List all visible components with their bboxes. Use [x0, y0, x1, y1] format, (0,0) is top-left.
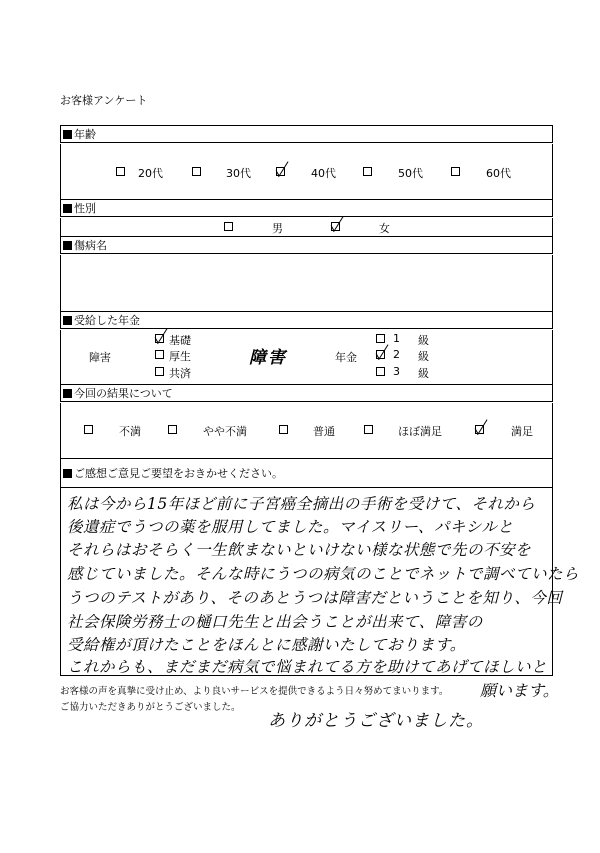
comment-line-3: それらはおそらく一生飲まないといけない様な状態で先の不安を: [67, 541, 532, 559]
comment-line-5: うつのテストがあり、そのあとうつは障害だということを知り、今回: [67, 589, 563, 607]
square-bullet-icon: [63, 130, 72, 139]
pension-grade-num-2: 2: [393, 348, 400, 361]
age-checkbox-40[interactable]: [276, 167, 285, 176]
pension-grade-unit-1: 級: [418, 334, 429, 347]
injury-section-header: [60, 236, 553, 254]
age-label-60: 60代: [486, 167, 511, 180]
comment-overflow-1: 願います。: [480, 681, 559, 700]
injury-header-label: 傷病名: [74, 239, 107, 252]
comment-line-2: 後遺症でうつの薬を服用してました。マイスリー、パキシルと: [67, 518, 514, 536]
pension-nenkin-label: 年金: [335, 351, 357, 364]
gender-section-header: [60, 199, 553, 217]
square-bullet-icon: [63, 389, 72, 398]
result-checkbox-somewhat[interactable]: [168, 425, 177, 434]
age-label-30: 30代: [226, 167, 251, 180]
pension-options-row: [60, 330, 553, 384]
age-label-40: 40代: [311, 167, 336, 180]
result-checkbox-neutral[interactable]: [279, 425, 288, 434]
result-checkbox-mostly[interactable]: [364, 425, 373, 434]
survey-title: お客様アンケート: [60, 94, 148, 107]
comments-header-label: ご感想ご意見ご要望をおきかせください。: [74, 467, 283, 480]
pension-type-label-kiso: 基礎: [169, 334, 191, 347]
age-checkbox-20[interactable]: [116, 167, 125, 176]
gender-checkbox-male[interactable]: [224, 222, 233, 231]
age-header-label: 年齢: [74, 128, 96, 141]
pension-type-label-kosei: 厚生: [169, 350, 191, 363]
comment-line-7: 受給権が頂けたことをほんとに感謝いたしております。: [67, 636, 466, 654]
comment-line-4: 感じていました。そんな時にうつの病気のことでネットで調べていたら: [67, 565, 580, 583]
age-options-row: [60, 144, 553, 200]
age-checkbox-50[interactable]: [363, 167, 372, 176]
result-label-somewhat: やや不満: [203, 425, 247, 438]
comment-overflow-2: ありがとうございました。: [268, 711, 484, 731]
result-options-row: [60, 403, 553, 458]
gender-label-male: 男: [272, 222, 283, 235]
pension-handwritten-entry[interactable]: 障害: [249, 348, 287, 368]
age-label-20: 20代: [138, 167, 163, 180]
square-bullet-icon: [63, 204, 72, 213]
result-checkbox-satisfied[interactable]: [475, 425, 484, 434]
age-section-header: [60, 125, 553, 143]
pension-disability-label: 障害: [89, 351, 111, 364]
pension-section-header: [60, 311, 553, 329]
result-header-label: 今回の結果について: [74, 387, 173, 400]
pension-grade-num-1: 1: [393, 332, 400, 345]
square-bullet-icon: [63, 316, 72, 325]
result-section-header: [60, 384, 553, 402]
pension-type-checkbox-kiso[interactable]: [155, 334, 164, 343]
gender-label-female: 女: [379, 222, 390, 235]
result-label-mostly: ほぼ満足: [398, 425, 442, 438]
pension-type-checkbox-kyosai[interactable]: [155, 367, 164, 376]
comment-line-1: 私は今から15年ほど前に子宮癌全摘出の手術を受けて、それから: [67, 495, 536, 513]
pension-type-checkbox-kosei[interactable]: [155, 350, 164, 359]
pension-grade-checkbox-2[interactable]: [376, 350, 385, 359]
square-bullet-icon: [63, 241, 72, 250]
pension-header-label: 受給した年金: [74, 314, 140, 327]
comments-textarea[interactable]: [60, 488, 580, 676]
gender-header-label: 性別: [74, 202, 96, 215]
footer-message-line-2: ご協力いただきありがとうございました。: [60, 702, 241, 713]
pension-grade-checkbox-3[interactable]: [376, 367, 385, 376]
result-checkbox-dissatisfied[interactable]: [84, 425, 93, 434]
gender-options-row: [60, 218, 553, 236]
footer-message-line-1: お客様の声を真摯に受け止め、より良いサービスを提供できるよう日々努めてまいります。: [60, 686, 449, 697]
square-bullet-icon: [63, 469, 72, 478]
pension-grade-num-3: 3: [393, 365, 400, 378]
pension-type-label-kyosai: 共済: [169, 367, 191, 380]
gender-checkbox-female[interactable]: [331, 222, 340, 231]
age-label-50: 50代: [398, 167, 423, 180]
age-checkbox-60[interactable]: [451, 167, 460, 176]
comment-line-6: 社会保険労務士の樋口先生と出会うことが出来て、障害の: [67, 613, 483, 631]
comment-line-8: これからも、まだまだ病気で悩まれてる方を助けてあげてほしいと: [67, 658, 548, 676]
injury-name-field[interactable]: [60, 255, 553, 311]
result-label-satisfied: 満足: [511, 425, 533, 438]
comments-section-header: [60, 458, 553, 488]
result-label-dissatisfied: 不満: [119, 425, 141, 438]
age-checkbox-30[interactable]: [192, 167, 201, 176]
pension-grade-unit-3: 級: [418, 367, 429, 380]
pension-grade-unit-2: 級: [418, 350, 429, 363]
result-label-neutral: 普通: [313, 425, 335, 438]
pension-grade-checkbox-1[interactable]: [376, 334, 385, 343]
